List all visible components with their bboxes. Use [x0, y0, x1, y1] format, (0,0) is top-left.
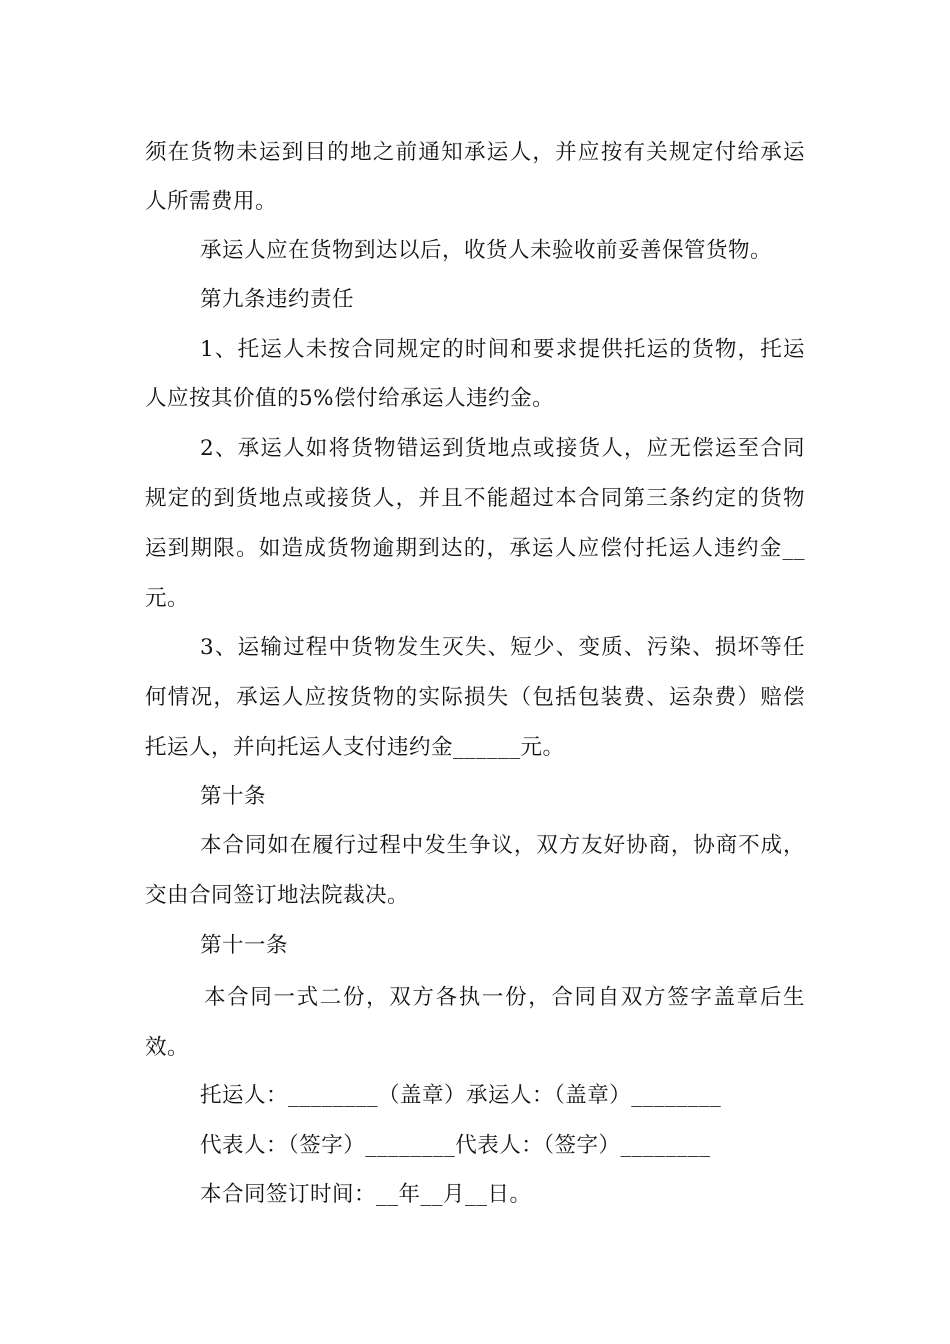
- paragraph-line-15: 本合同如在履行过程中发生争议，双方友好协商，协商不成，: [200, 833, 805, 858]
- paragraph-line-10: 元。: [145, 586, 190, 611]
- signing-date-line: 本合同签订时间：__年__月__日。: [200, 1182, 532, 1207]
- section-heading-article-10: 第十条: [200, 784, 267, 809]
- paragraph-line-11: 3、运输过程中货物发生灭失、短少、变质、污染、损坏等任: [200, 635, 805, 660]
- paragraph-line-9: 运到期限。如造成货物逾期到达的，承运人应偿付托运人违约金__: [145, 536, 805, 561]
- paragraph-line-1: 须在货物未运到目的地之前通知承运人，并应按有关规定付给承运: [145, 140, 805, 165]
- section-heading-article-9: 第九条违约责任: [200, 287, 355, 312]
- signature-line-representative: 代表人：（签字）________代表人：（签字）________: [200, 1133, 711, 1158]
- paragraph-line-16: 交由合同签订地法院裁决。: [145, 883, 410, 908]
- paragraph-line-3: 承运人应在货物到达以后，收货人未验收前妥善保管货物。: [200, 238, 773, 263]
- paragraph-line-12: 何情况，承运人应按货物的实际损失（包括包装费、运杂费）赔偿: [145, 685, 805, 710]
- section-heading-article-11: 第十一条: [200, 933, 289, 958]
- paragraph-line-2: 人所需费用。: [145, 189, 278, 214]
- paragraph-line-7: 2、承运人如将货物错运到货地点或接货人，应无偿运至合同: [200, 436, 805, 461]
- paragraph-line-5: 1、托运人未按合同规定的时间和要求提供托运的货物，托运: [200, 337, 805, 362]
- paragraph-line-13: 托运人，并向托运人支付违约金______元。: [145, 735, 565, 760]
- paragraph-line-8: 规定的到货地点或接货人，并且不能超过本合同第三条约定的货物: [145, 486, 805, 511]
- paragraph-line-6: 人应按其价值的5%偿付给承运人违约金。: [145, 386, 555, 411]
- paragraph-line-18: 本合同一式二份，双方各执一份，合同自双方签字盖章后生: [204, 985, 805, 1010]
- paragraph-line-19: 效。: [145, 1035, 190, 1060]
- signature-line-shipper: 托运人：________（盖章）承运人：（盖章）________: [200, 1083, 722, 1108]
